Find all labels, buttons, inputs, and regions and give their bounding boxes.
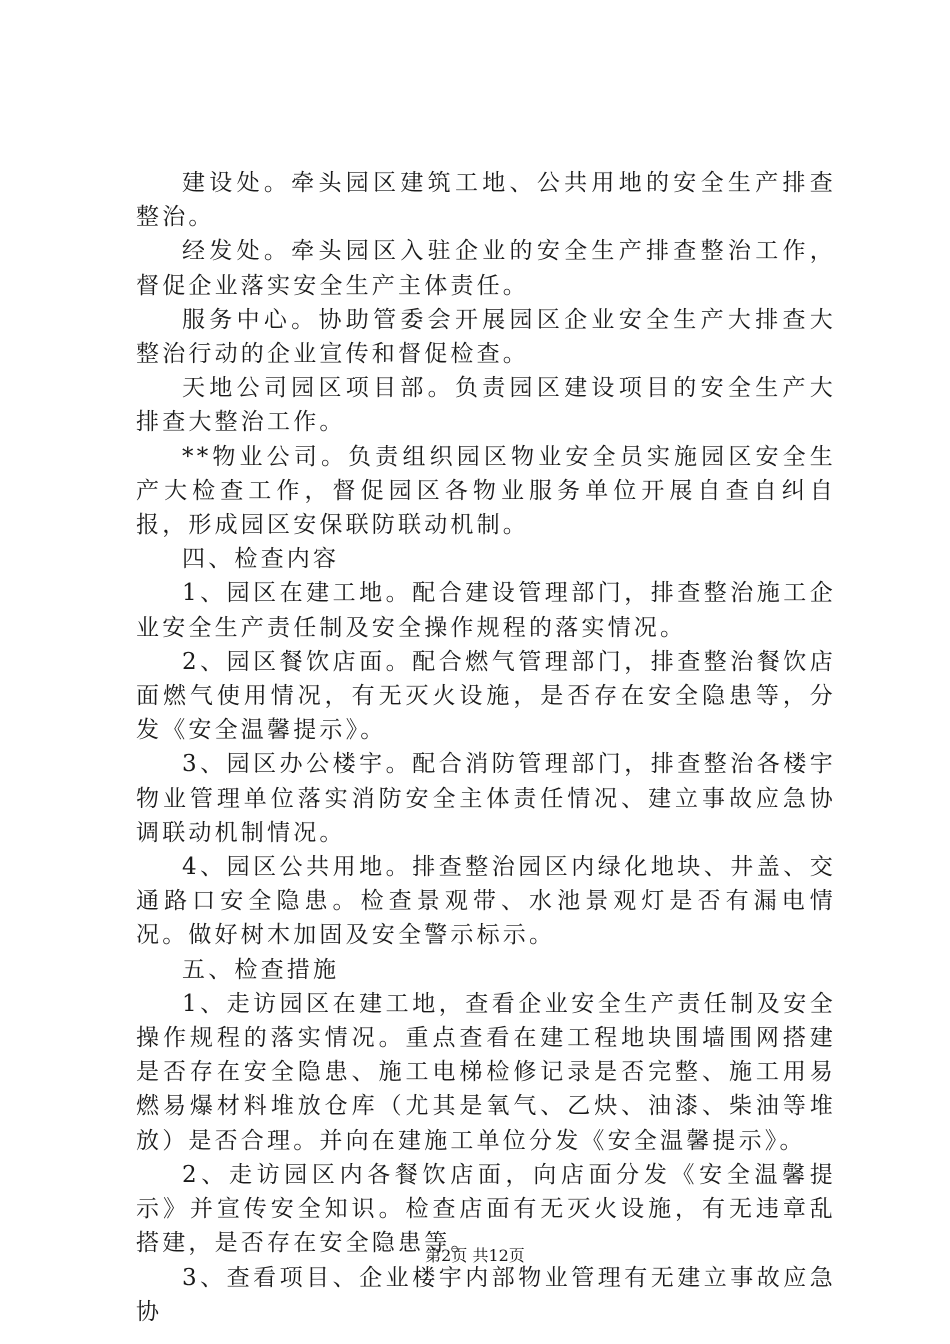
paragraph-content-item-3: 3、园区办公楼宇。配合消防管理部门，排查整治各楼宇物业管理单位落实消防安全主体责任情况、建立事故应急协调联动机制情况。 [136, 751, 836, 846]
paragraph-measure-item-3: 3、查看项目、企业楼宇内部物业管理有无建立事故应急协 [136, 1264, 836, 1325]
paragraph-service-center: 服务中心。协助管委会开展园区企业安全生产大排查大整治行动的企业宣传和督促检查。 [136, 306, 836, 368]
section-heading-inspection-content: 四、检查内容 [182, 546, 340, 573]
paragraph-property-company: **物业公司。负责组织园区物业安全员实施园区安全生产大检查工作，督促园区各物业服务单位开展自查自纠自报，形成园区安保联防联动机制。 [136, 443, 836, 539]
paragraph-tiandi-project-dept: 天地公司园区项目部。负责园区建设项目的安全生产大排查大整治工作。 [136, 375, 836, 436]
page-footer [0, 1243, 950, 1266]
section-heading-inspection-measures: 五、检查措施 [182, 956, 340, 983]
document-body [136, 166, 836, 1329]
page-number: 第2页 共12页 [425, 1246, 525, 1265]
paragraph-content-item-1: 1、园区在建工地。配合建设管理部门，排查整治施工企业安全生产责任制及安全操作规程的落实情况。 [136, 580, 836, 641]
paragraph-measure-item-2: 2、走访园区内各餐饮店面，向店面分发《安全温馨提示》并宣传安全知识。检查店面有无灭火设施，有无违章乱搭建，是否存在安全隐患等。 [136, 1161, 836, 1257]
paragraph-economic-office: 经发处。牵头园区入驻企业的安全生产排查整治工作，督促企业落实安全生产主体责任。 [136, 238, 836, 299]
paragraph-content-item-4: 4、园区公共用地。排查整治园区内绿化地块、井盖、交通路口安全隐患。检查景观带、水池景观灯是否有漏电情况。做好树木加固及安全警示标示。 [136, 854, 836, 949]
paragraph-construction-office: 建设处。牵头园区建筑工地、公共用地的安全生产排查整治。 [136, 170, 836, 231]
paragraph-measure-item-1: 1、走访园区在建工地，查看企业安全生产责任制及安全操作规程的落实情况。重点查看在建工程地块围墙围网搭建是否存在安全隐患、施工电梯检修记录是否完整、施工用易燃易爆材料堆放仓库（尤其是氧气、乙炔、油漆、柴油等堆放）是否合理。并向在建施工单位分发《安全温馨提示》。 [136, 990, 836, 1154]
paragraph-content-item-2: 2、园区餐饮店面。配合燃气管理部门，排查整治餐饮店面燃气使用情况，有无灭火设施，是否存在安全隐患等，分发《安全温馨提示》。 [136, 648, 836, 744]
